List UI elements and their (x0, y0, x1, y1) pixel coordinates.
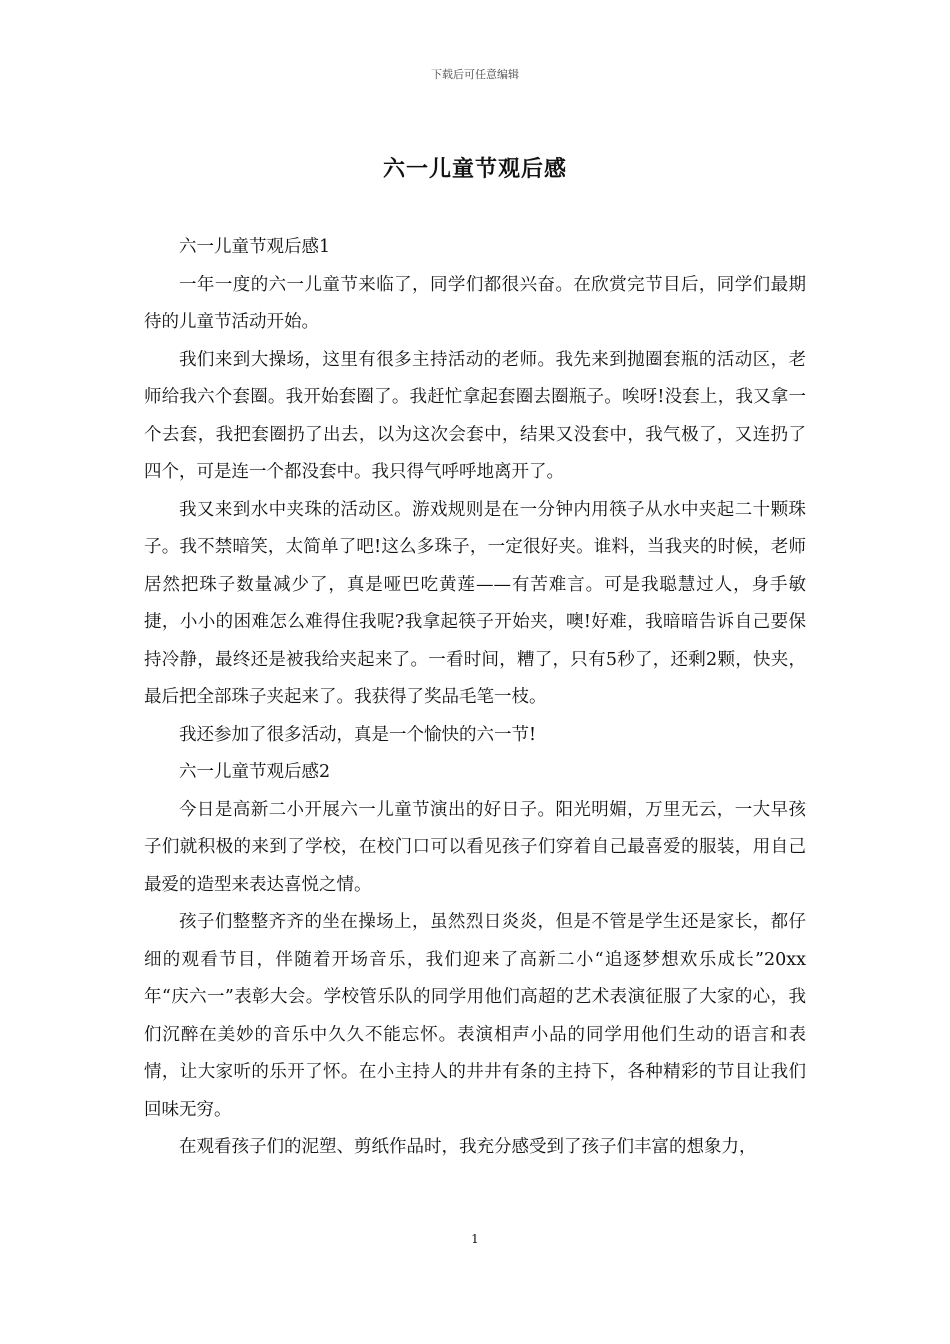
header-note: 下载后可任意编辑 (431, 68, 519, 81)
paragraph: 我们来到大操场，这里有很多主持活动的老师。我先来到抛圈套瓶的活动区，老师给我六个套圈。我开始套圈了。我赶忙拿起套圈去圈瓶子。唉呀!没套上，我又拿一个去套，我把套圈扔了出去，以为这次会套中，结果又没套中，我气极了，又连扔了四个，可是连一个都没套中。我只得气呼呼地离开了。 (144, 349, 806, 482)
section-heading-2: 六一儿童节观后感2 (179, 762, 331, 782)
paragraph: 在观看孩子们的泥塑、剪纸作品时，我充分感受到了孩子们丰富的想象力， (179, 1137, 757, 1157)
paragraph: 孩子们整整齐齐的坐在操场上，虽然烈日炎炎，但是不管是学生还是家长，都仔细的观看节目，伴随着开场音乐，我们迎来了高新二小“追逐梦想欢乐成长”20xx年“庆六一”表彰大会。学校管乐队的同学用他们高超的艺术表演征服了大家的心，我们沉醉在美妙的音乐中久久不能忘怀。表演相声小品的同学用他们生动的语言和表情，让大家听的乐开了怀。在小主持人的井井有条的主持下，各种精彩的节目让我们回味无穷。 (144, 912, 806, 1120)
section-heading-1: 六一儿童节观后感1 (179, 237, 331, 257)
paragraph: 今日是高新二小开展六一儿童节演出的好日子。阳光明媚，万里无云，一大早孩子们就积极的来到了学校，在校门口可以看见孩子们穿着自己最喜爱的服装，用自己最爱的造型来表达喜悦之情。 (144, 799, 806, 895)
page-number: 1 (471, 1232, 479, 1246)
document-body (144, 229, 806, 1167)
paragraph: 我还参加了很多活动，真是一个愉快的六一节! (179, 724, 537, 745)
paragraph: 一年一度的六一儿童节来临了，同学们都很兴奋。在欣赏完节目后，同学们最期待的儿童节活动开始。 (144, 274, 806, 332)
paragraph: 我又来到水中夹珠的活动区。游戏规则是在一分钟内用筷子从水中夹起二十颗珠子。我不禁暗笑，太简单了吧!这么多珠子，一定很好夹。谁料，当我夹的时候，老师居然把珠子数量减少了，真是哑巴吃黄莲——有苦难言。可是我聪慧过人，身手敏捷，小小的困难怎么难得住我呢?我拿起筷子开始夹，噢!好难，我暗暗告诉自己要保持冷静，最终还是被我给夹起来了。一看时间，糟了，只有5秒了，还剩2颗，快夹，最后把全部珠子夹起来了。我获得了奖品毛笔一枝。 (144, 499, 806, 707)
document-title: 六一儿童节观后感 (382, 156, 567, 182)
